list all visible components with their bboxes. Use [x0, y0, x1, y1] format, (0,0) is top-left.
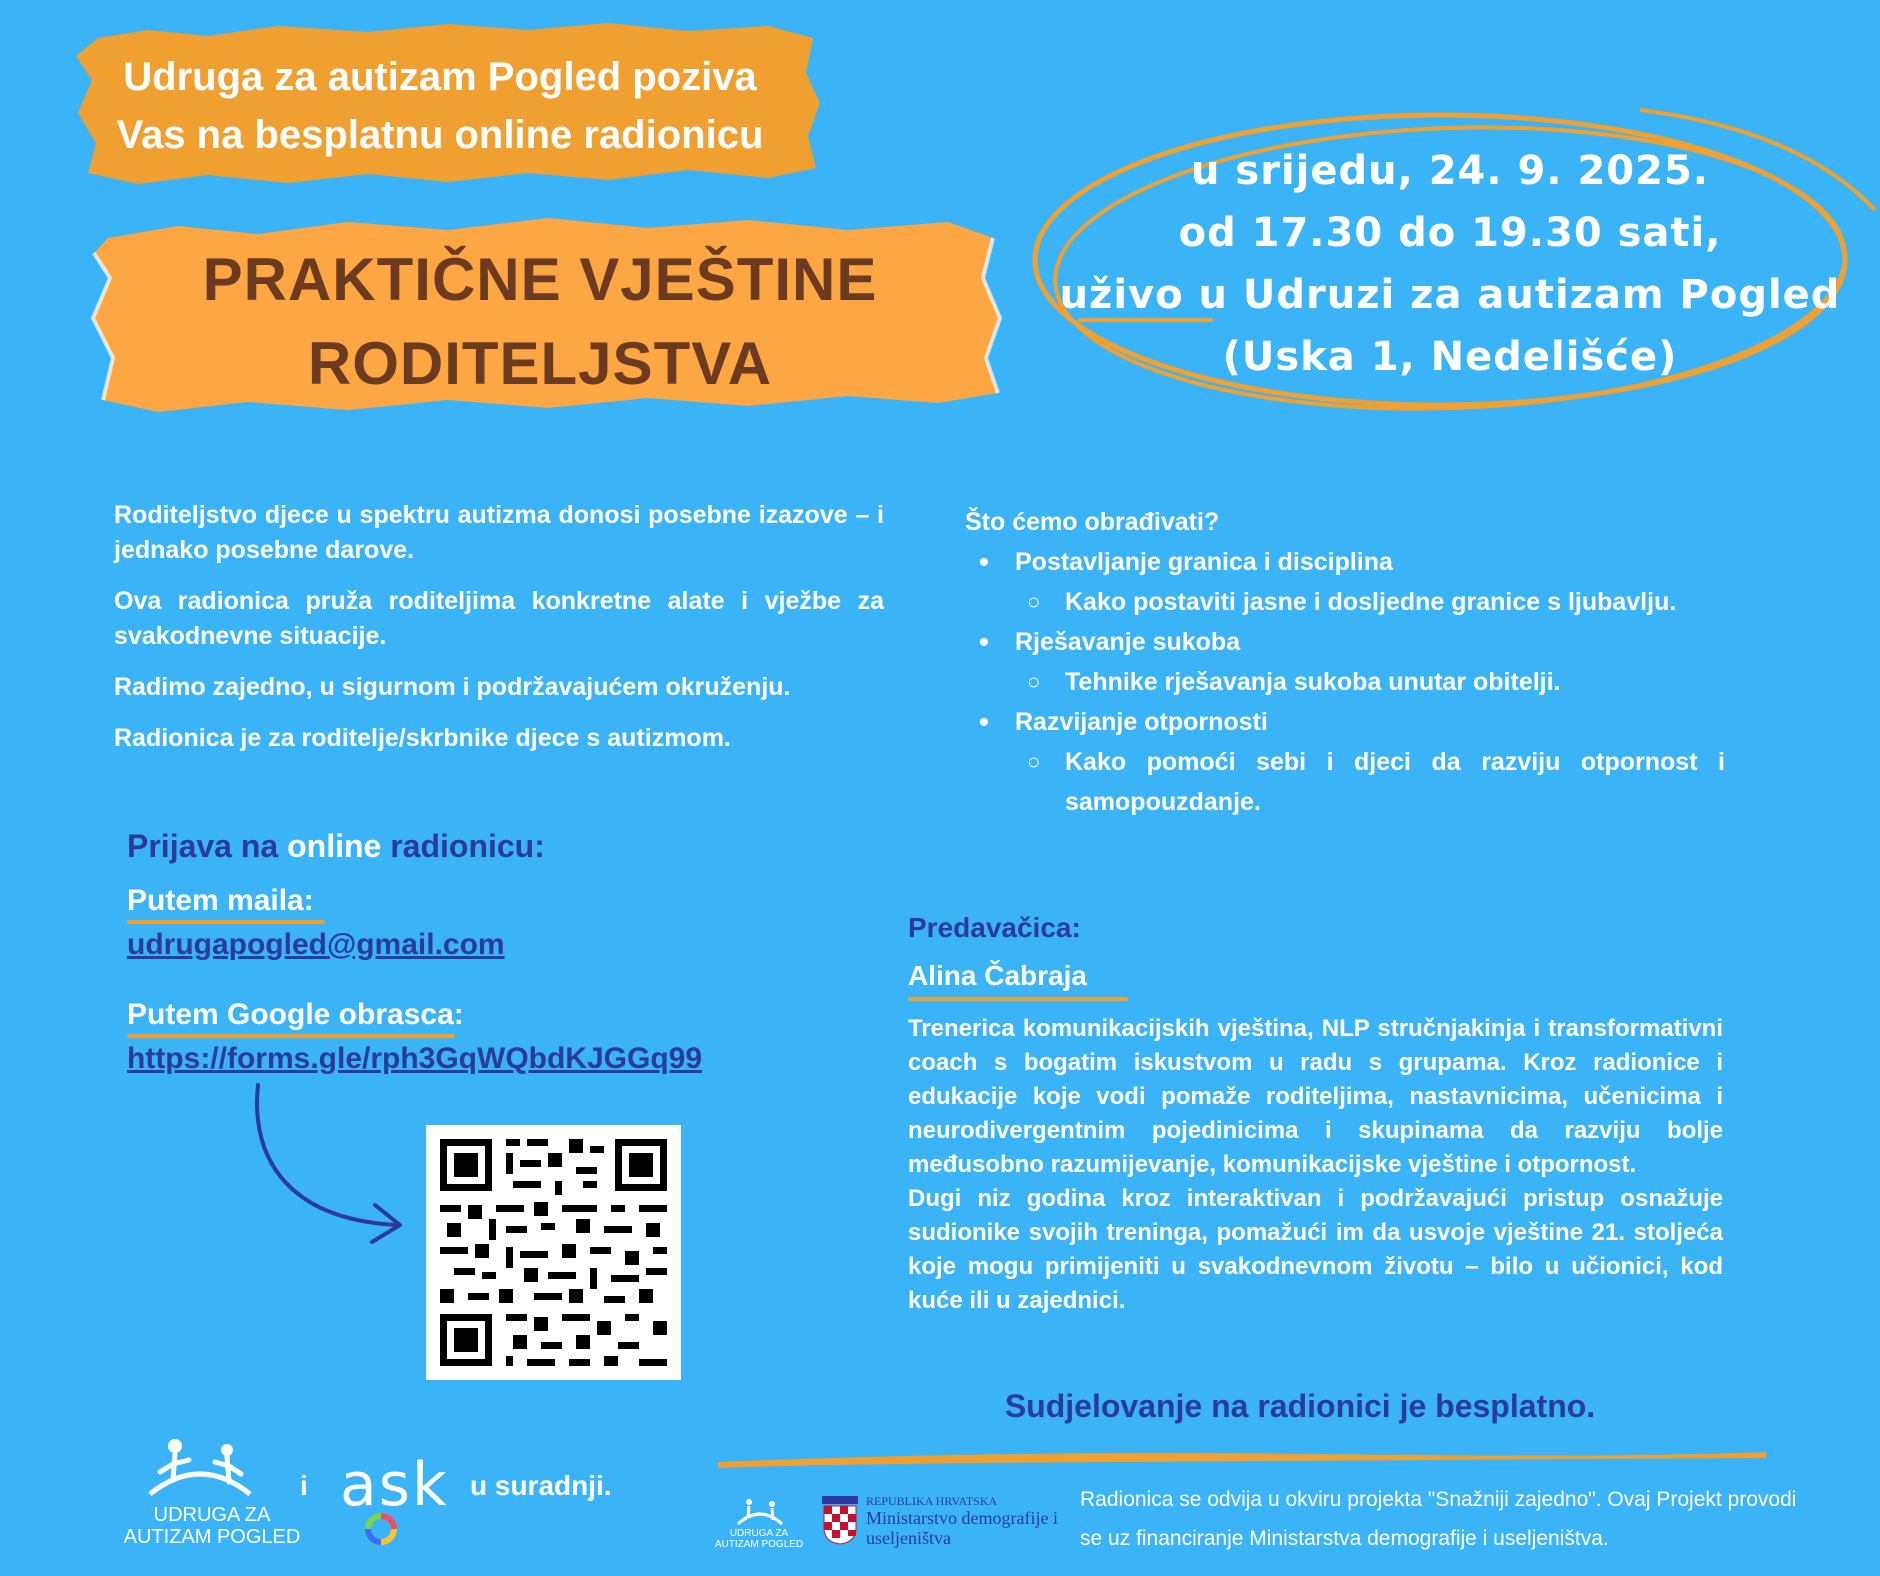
email-link[interactable]: udrugapogled@gmail.com — [127, 928, 505, 961]
udruga-logo-text: UDRUGA ZA AUTIZAM POGLED — [123, 1504, 301, 1548]
live-underline — [1078, 318, 1213, 322]
description-paragraph: Ova radionica pruža roditeljima konkretne alate i vježbe za svakodnevne situacije. — [114, 587, 884, 650]
workshop-title — [130, 238, 950, 406]
description-paragraph: Radionica je za roditelje/skrbnike djece s autizmom. — [114, 724, 731, 752]
title-line-2: RODITELJSTVA — [307, 330, 773, 397]
event-location-rest: u Udruzi za autizam Pogled — [1183, 272, 1841, 318]
intro-line-2: Vas na besplatnu online radionicu — [116, 113, 764, 157]
description-paragraph: Radimo zajedno, u sigurnom i podržavajućem okruženju. — [114, 673, 791, 701]
ministry-name: Ministarstvo demografije i useljeništva — [866, 1508, 1058, 1548]
registration-title-part: radionicu: — [381, 828, 545, 864]
lecturer-name-underline — [908, 997, 1128, 1001]
arrow-icon — [240, 1080, 420, 1250]
topic-subitem: ○ Kako postaviti jasne i dosljedne granice s ljubavlju. — [965, 582, 1725, 622]
mail-label-underline — [127, 920, 325, 924]
form-label: Putem Google obrasca: — [127, 998, 464, 1031]
topic-item: • Razvijanje otpornosti — [965, 702, 1725, 742]
lecturer-name: Alina Čabraja — [908, 960, 1087, 991]
collaboration-text: u suradnji. — [470, 1470, 612, 1501]
intro-line-1: Udruga za autizam Pogled poziva — [123, 55, 757, 99]
registration-title — [127, 828, 545, 865]
registration-title-part: Prijava na — [127, 828, 288, 864]
topic-subitem: ○ Tehnike rješavanja sukoba unutar obitelji. — [965, 662, 1725, 702]
google-form-link[interactable]: https://forms.gle/rph3GqWQbdKJGGq99 — [127, 1042, 703, 1075]
lecturer-bio — [908, 1012, 1723, 1318]
qr-code-pattern — [426, 1125, 681, 1380]
event-location — [1040, 264, 1860, 326]
topic-item: • Rješavanje sukoba — [965, 622, 1725, 662]
form-label-underline — [127, 1034, 455, 1038]
intro-text — [100, 48, 780, 164]
ask-logo: ask — [340, 1450, 449, 1520]
event-details — [1040, 140, 1860, 388]
project-funding-note: Radionica se odvija u okviru projekta "Snažniji zajedno". Ovaj Projekt provodi se uz financiranje Ministarstva demografije i useljeništva. — [1080, 1488, 1797, 1550]
brush-divider — [716, 1448, 1770, 1470]
event-time: od 17.30 do 19.30 sati, — [1178, 210, 1722, 256]
topics-heading: Što ćemo obrađivati? — [965, 508, 1220, 536]
title-line-1: PRAKTIČNE VJEŠTINE — [202, 246, 878, 313]
qr-code[interactable] — [426, 1125, 681, 1380]
event-address: (Uska 1, Nedelišće) — [1222, 334, 1678, 380]
ministry-country: REPUBLIKA HRVATSKA — [866, 1494, 998, 1508]
event-date: u srijedu, 24. 9. 2025. — [1191, 148, 1709, 194]
topic-subitem: ○ Kako pomoći sebi i djeci da razviju otpornost i samopouzdanje. — [965, 742, 1725, 822]
lecturer-bio-paragraph: Dugi niz godina kroz interaktivan i podržavajući pristup osnažuje sudionike svojih treninga, pomažući im da usvoje vještine 21. stoljeća koje mogu primijeniti u svakodnevnom životu – bilo u učionici, kod kuće ili u zajednici. — [908, 1185, 1723, 1314]
croatia-coat-of-arms-icon — [820, 1494, 860, 1546]
lecturer-label: Predavačica: — [908, 912, 1081, 943]
registration-title-highlight: online — [287, 828, 382, 864]
small-udruga-logo-icon — [735, 1496, 785, 1528]
footer-and: i — [300, 1470, 308, 1501]
topic-item: • Postavljanje granica i disciplina — [965, 542, 1725, 582]
topics-list — [965, 502, 1725, 822]
description-paragraph: Roditeljstvo djece u spektru autizma donosi posebne izazove – i jednako posebne darove. — [114, 501, 884, 564]
udruga-logo-icon — [145, 1434, 255, 1504]
mail-label: Putem maila: — [127, 884, 314, 917]
event-location-prefix: uživo — [1059, 272, 1184, 318]
description — [114, 498, 884, 772]
ask-logo-ring-icon — [362, 1510, 400, 1548]
free-participation-note: Sudjelovanje na radionici je besplatno. — [1004, 1388, 1596, 1424]
lecturer-bio-paragraph: Trenerica komunikacijskih vještina, NLP stručnjakinja i transformativni coach s bogatim iskustvom u radu s grupama. Kroz radionice i edukacije koje vodi pomaže roditeljima, nastavnicima, učenicima i neurodivergentnim pojedinicima i skupinama da razviju bolje međusobno razumijevanje, komunikacijske vještine i otpornost. — [908, 1015, 1723, 1178]
small-udruga-logo-text: UDRUGA ZA AUTIZAM POGLED — [714, 1528, 804, 1550]
